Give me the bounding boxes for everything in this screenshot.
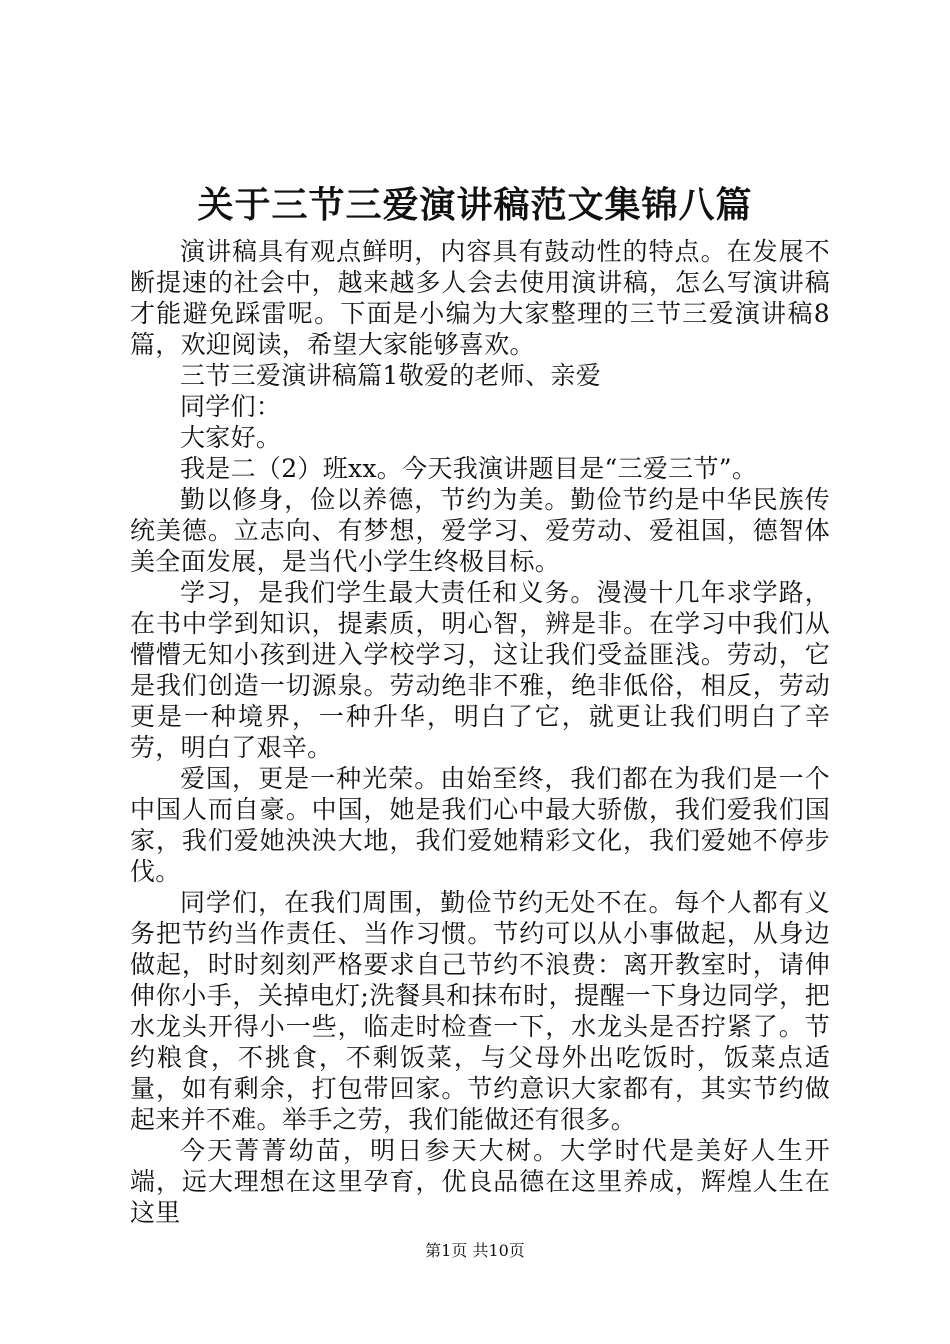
paragraph-future: 今天菁菁幼苗，明日参天大树。大学时代是美好人生开端，远大理想在这里孕育，优良品德在这里养成，辉煌人生在这里: [130, 1136, 830, 1227]
page-footer: 第1页 共10页: [425, 1241, 525, 1260]
paragraph-greeting: 大家好。: [180, 423, 282, 452]
paragraph-speech-heading: 三节三爱演讲稿篇1敬爱的老师、亲爱: [180, 361, 602, 390]
paragraph-patriotism: 爱国，更是一种光荣。由始至终，我们都在为我们是一个中国人而自豪。中国，她是我们心中最大骄傲，我们爱我们国家，我们爱她泱泱大地，我们爱她精彩文化，我们爱她不停步伐。: [130, 764, 830, 886]
paragraph-virtue: 勤以修身，俭以养德，节约为美。勤俭节约是中华民族传统美德。立志向、有梦想，爱学习、爱劳动、爱祖国，德智体美全面发展，是当代小学生终极目标。: [130, 485, 830, 576]
paragraph-thrift: 同学们，在我们周围，勤俭节约无处不在。每个人都有义务把节约当作责任、当作习惯。节约可以从小事做起，从身边做起，时时刻刻严格要求自己节约不浪费：离开教室时，请伸伸你小手，关掉电灯;洗餐具和抹布时，提醒一下身边同学，把水龙头开得小一些，临走时检查一下，水龙头是否拧紧了。节约粮食，不挑食，不剩饭菜，与父母外出吃饭时，饭菜点适量，如有剩余，打包带回家。节约意识大家都有，其实节约做起来并不难。举手之劳，我们能做还有很多。: [130, 888, 830, 1134]
paragraph-intro: 演讲稿具有观点鲜明，内容具有鼓动性的特点。在发展不断提速的社会中，越来越多人会去使用演讲稿，怎么写演讲稿才能避免踩雷呢。下面是小编为大家整理的三节三爱演讲稿8篇，欢迎阅读，希望大家能够喜欢。: [130, 237, 830, 359]
paragraph-salutation: 同学们：: [180, 392, 282, 421]
document-body: [130, 236, 830, 1228]
paragraph-study-labor: 学习，是我们学生最大责任和义务。漫漫十几年求学路，在书中学到知识，提素质，明心智，辨是非。在学习中我们从懵懵无知小孩到进入学校学习，这让我们受益匪浅。劳动，它是我们创造一切源泉。劳动绝非不雅，绝非低俗，相反，劳动更是一种境界，一种升华，明白了它，就更让我们明白了辛劳，明白了艰辛。: [130, 578, 830, 762]
paragraph-self-intro: 我是二（2）班xx。今天我演讲题目是“三爱三节”。: [180, 454, 758, 483]
document-title: 关于三节三爱演讲稿范文集锦八篇: [197, 185, 753, 226]
